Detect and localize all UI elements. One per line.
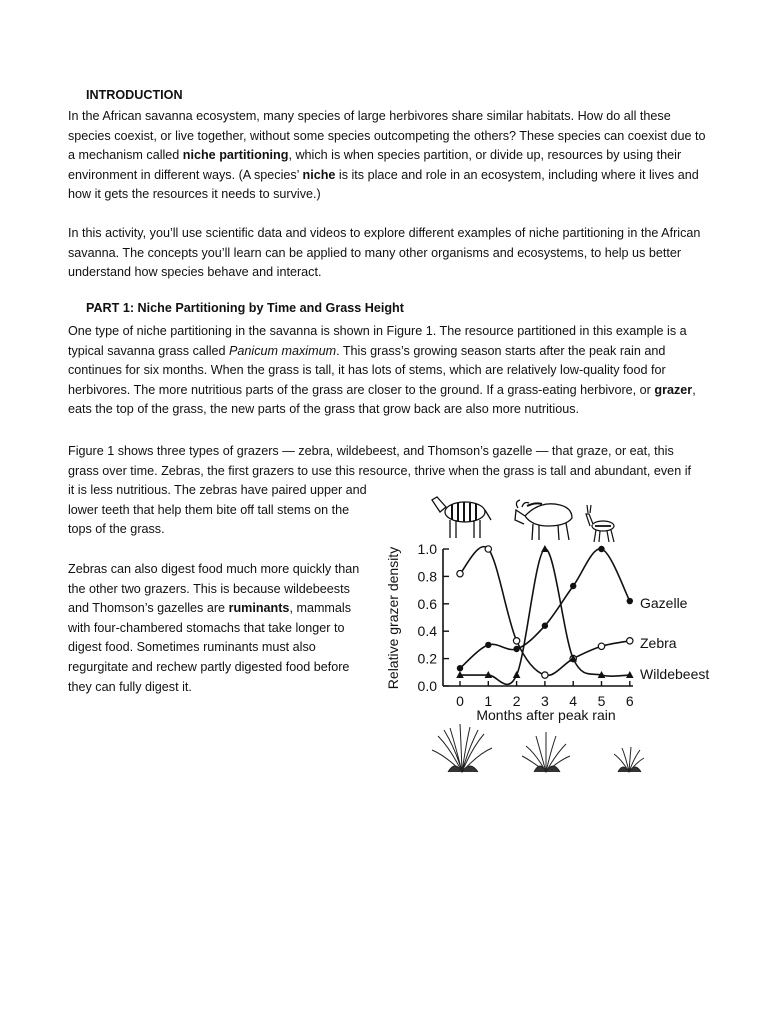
legend-gazelle: Gazelle: [640, 595, 688, 611]
zebra-data-point: [513, 638, 519, 644]
part1-p1-text-e: , eats the top of the grass, the new parts of the grass that grow back are also more nutritious.: [68, 382, 696, 417]
tall-grass-illustration: [432, 724, 492, 772]
intro-p1-text-a: In the African savanna ecosystem, many species of large herbivores share similar habitats. How do all these species coexist, or live together, without some species outcompeting the others? These species can coexist due to a mechanism called: [68, 109, 706, 163]
gazelle-data-point: [542, 623, 548, 629]
gazelle-data-point: [598, 546, 604, 552]
zebra-data-point: [485, 546, 491, 552]
y-tick-label: 0.0: [417, 678, 437, 694]
zebra-data-point: [627, 638, 633, 644]
x-tick-label: 1: [484, 693, 493, 709]
legend-wildebeest: Wildebeest: [640, 666, 710, 682]
zebra-series-line: [460, 547, 630, 676]
zebra-data-point: [542, 672, 548, 678]
wildebeest-series-line: [460, 549, 630, 684]
term-ruminants: ruminants: [228, 601, 290, 616]
gazelle-data-point: [627, 598, 633, 604]
short-grass-illustration: [614, 747, 644, 772]
part1-p3-text-c: , mammals with four-chambered stomachs that take longer to digest food. Sometimes ruminants must also regurgitate and rechew partly digested food before they can fully digest it.: [68, 601, 352, 694]
gazelle-series-line: [460, 549, 630, 668]
y-axis-label: Relative grazer density: [385, 546, 401, 690]
term-niche: niche: [302, 167, 336, 182]
intro-p1-text-c: , which is when species partition, or divide up, resources by using their environment in different ways. (A species’: [68, 148, 682, 182]
zebra-illustration: [432, 497, 491, 538]
intro-paragraph-2: In this activity, you’ll use scientific data and videos to explore different examples of niche partitioning in the African savanna. The concepts you’ll learn can be applied to many other organisms and ecosystems, to help us better understand how species behave and interact.: [68, 226, 701, 280]
x-tick-label: 0: [456, 693, 464, 709]
zebra-data-point: [457, 570, 463, 576]
term-grazer: grazer: [654, 382, 693, 397]
x-tick-label: 3: [541, 693, 549, 709]
y-tick-label: 0.6: [417, 595, 437, 612]
part1-p1-text-a: One type of niche partitioning in the savanna is shown in Figure 1. The resource partitioned in this example is a typical savanna grass called: [68, 324, 687, 358]
gazelle-data-point: [570, 583, 576, 589]
term-niche-partitioning: niche partitioning: [182, 148, 289, 163]
part1-p1-text-c: . This grass’s growing season starts after the peak rain and continues for six months. When the grass is tall, it has lots of stems, which are relatively low-quality food for herbivores. The more nutritious parts of the grass are closer to the ground. If a grass-eating herbivore, or: [68, 343, 666, 397]
part1-paragraph-2: Figure 1 shows three types of grazers — zebra, wildebeest, and Thomson’s gazelle — that graze, or eat, this grass over time. Zebras, the first grazers to use this resource, thrive when the grass is tall and abundant, even if: [68, 444, 691, 478]
part1-p3-text-a: Zebras can also digest food much more quickly than the other two grazers. This is because wildebeests and Thomson’s gazelles are: [68, 562, 360, 616]
y-tick-label: 0.4: [417, 623, 437, 640]
y-axis-ticks: [418, 541, 449, 694]
chart-series: [456, 545, 633, 684]
gazelle-illustration: [586, 505, 614, 542]
y-tick-label: 0.8: [417, 568, 437, 585]
part1-heading: PART 1: Niche Partitioning by Time and Grass Height: [86, 301, 404, 315]
y-tick-label: 0.2: [417, 650, 437, 667]
intro-heading: INTRODUCTION: [86, 88, 183, 102]
x-tick-label: 5: [597, 693, 606, 709]
wildebeest-data-point: [541, 545, 549, 552]
y-tick-label: 1.0: [417, 541, 437, 557]
gazelle-data-point: [485, 642, 491, 648]
x-tick-label: 2: [512, 693, 521, 709]
wildebeest-data-point: [513, 671, 521, 678]
zebra-data-point: [598, 643, 604, 649]
intro-p1-text-e: is its place and role in an ecosystem, including where it lives and how it gets the resources it needs to survive.): [68, 167, 699, 202]
x-axis-label: Months after peak rain: [476, 707, 616, 723]
medium-grass-illustration: [522, 732, 570, 772]
part1-paragraph-2-continued: it is less nutritious. The zebras have paired upper and lower teeth that help them bite off tall stems on the tops of the grass.: [68, 483, 367, 537]
legend-zebra: Zebra: [640, 635, 677, 651]
x-tick-label: 4: [569, 693, 578, 709]
wildebeest-illustration: [515, 500, 572, 540]
term-panicum-maximum: Panicum maximum: [229, 343, 337, 358]
gazelle-data-point: [457, 665, 463, 671]
x-tick-label: 6: [625, 693, 634, 709]
